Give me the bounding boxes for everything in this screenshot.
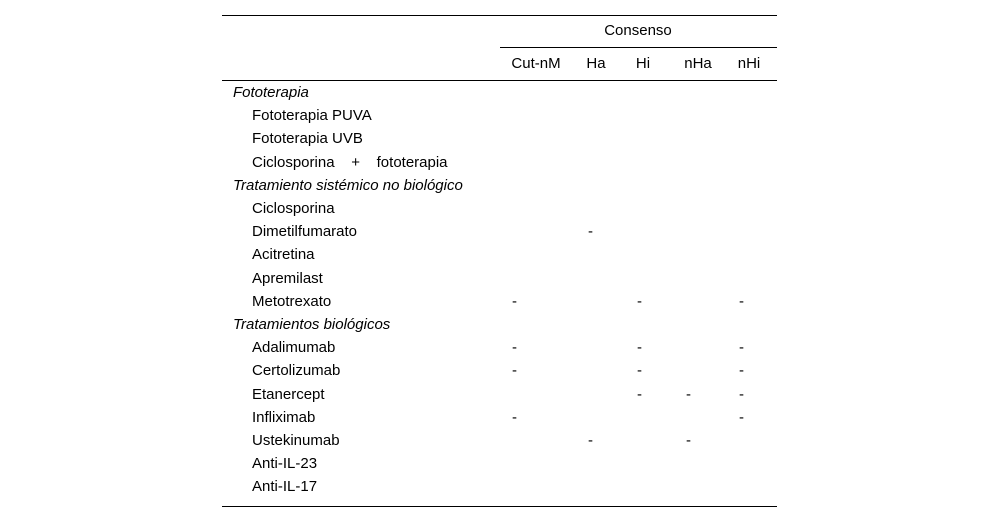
table-cell: - — [637, 292, 642, 310]
row-label: Fototerapia UVB — [252, 130, 363, 148]
consensus-group-header: Consenso — [604, 22, 672, 39]
column-header-hi: Hi — [635, 55, 651, 72]
row-label: Ciclosporina — [252, 200, 335, 217]
table-cell: - — [739, 408, 744, 426]
row-label: Apremilast — [252, 269, 323, 287]
row-label: Ciclosporina + fototerapia — [252, 153, 448, 171]
table-cell: - — [588, 432, 593, 449]
table-cell: - — [512, 339, 517, 357]
section-title: Tratamiento sistémico no biológico — [233, 176, 463, 194]
table-cell: - — [512, 408, 517, 426]
table-cell: - — [686, 385, 691, 403]
top-rule — [222, 15, 777, 16]
header-rule — [222, 80, 777, 81]
row-label: Etanercept — [252, 385, 325, 403]
row-label: Certolizumab — [252, 362, 341, 380]
column-header-nhi: nHi — [737, 55, 761, 72]
row-label: Acitretina — [252, 246, 315, 264]
table-cell: - — [739, 339, 744, 357]
column-header-nha: nHa — [684, 55, 712, 72]
table-cell: - — [739, 362, 744, 380]
table-cell: - — [686, 432, 691, 449]
bottom-rule — [222, 506, 777, 507]
group-rule — [500, 47, 777, 48]
row-label: Dimetilfumarato — [252, 223, 358, 241]
row-label: Adalimumab — [252, 339, 336, 357]
row-label: Ustekinumab — [252, 432, 340, 449]
table-cell: - — [512, 292, 517, 310]
table-cell: - — [512, 362, 517, 380]
table-cell: - — [739, 292, 744, 310]
row-label: Fototerapia PUVA — [252, 107, 372, 125]
table-cell: - — [588, 223, 593, 241]
row-label: Anti-IL-23 — [252, 455, 318, 473]
row-label: Metotrexato — [252, 292, 332, 310]
table-cell: - — [739, 385, 744, 403]
row-label: Infliximab — [252, 408, 316, 426]
table-cell: - — [637, 362, 642, 380]
consensus-table — [222, 15, 777, 507]
section-title: Fototerapia — [233, 84, 309, 101]
table-cell: - — [637, 385, 642, 403]
row-label: Anti-IL-17 — [252, 478, 318, 496]
column-header-cut-nm: Cut-nM — [511, 55, 561, 72]
column-header-ha: Ha — [586, 55, 606, 72]
table-cell: - — [637, 339, 642, 357]
section-title: Tratamientos biológicos — [233, 316, 391, 333]
